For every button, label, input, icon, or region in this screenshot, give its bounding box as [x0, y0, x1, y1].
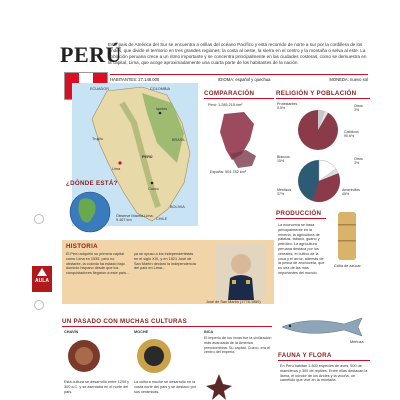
binder-hole: [34, 300, 44, 310]
map-label: BOLIVIA: [170, 205, 185, 209]
logo-mark: [37, 268, 47, 276]
globe-icon: [68, 190, 112, 234]
map-label: BRASIL: [172, 138, 186, 142]
chavin-artifact-image: [64, 336, 104, 376]
historia-heading: HISTORIA: [66, 243, 98, 250]
fauna-text: En Perú habitan 1.800 especies de aves, 500 de mamíferos y 300 de reptiles. Entre ellas destacan la llama, el cóndor de los Andes y la vicuña, un camélido que vive en la montaña.: [280, 364, 368, 383]
produccion-heading: PRODUCCIÓN: [276, 210, 322, 217]
divider: [276, 218, 326, 219]
pie2-label: Otros 3%: [354, 157, 363, 166]
location-heading: ¿DÓNDE ESTÁ?: [66, 180, 118, 187]
comparacion-heading: COMPARACIÓN: [204, 90, 255, 97]
map-label: ECUADOR: [90, 87, 109, 91]
fauna-heading: FAUNA Y FLORA: [278, 352, 332, 359]
map-label: Lima: [112, 167, 121, 171]
stat-population: HABITANTES: 27.148.000: [110, 77, 160, 82]
sugarcane-image: [328, 210, 368, 262]
map-label: Cuzco: [148, 187, 159, 191]
stat-language: IDIOMA: español y quechua: [218, 77, 271, 82]
comparison-shapes: [210, 110, 270, 170]
divider: [204, 98, 274, 99]
fish-caption: Merluza: [350, 340, 364, 344]
culture-label: INCA: [204, 330, 214, 334]
divider: [278, 360, 370, 361]
map-label: COLOMBIA: [150, 87, 171, 91]
page-title: PERÚ: [60, 42, 122, 67]
culture-label: CHAVÍN: [64, 330, 79, 334]
culture-text-moche: La cultura moche se desarrolló en la costa norte del país y se destacó por sus cerámicas.: [134, 380, 197, 394]
intro-text: Este país de América del Sur se encuentra a orillas del océano Pacífico y está recorrido de norte a sur por la cordillera de los Andes, que divide el territorio en tres grandes regiones: la costa al oeste, la sierra en el centro y la montaña o selva al este. La población peruana crece a un ritmo importante y se concentra principalmente en las ciudades costeras, como se demuestra en la capital, Lima, que acoge aproximadamente una cuarta parte de los habitantes de la nación.: [108, 42, 367, 65]
culture-text-chavin: Esta cultura se desarrolló entre 1200 y 300 a.C. y se asentaba en el norte del país.: [64, 380, 130, 394]
aula-logo: [32, 266, 52, 292]
moche-artifact-image: [134, 336, 174, 376]
culture-label: MOCHE: [134, 330, 149, 334]
pie1-label: Protestantes 5,5%: [277, 102, 298, 111]
pie1-label: Otros 3%: [354, 104, 363, 113]
produccion-text: La economía se basa principalmente en la minería, la agricultura de patatas, tabaco, guano y petróleo. La agricultura peruana destaca por los cereales, el cultivo de la coca y el arroz, además de la pesca de anchoveta, que es una de las más importantes del mundo.: [278, 223, 325, 275]
sugarcane-caption: Caña de azúcar: [334, 264, 361, 268]
cultures-heading: UN PASADO CON MUCHAS CULTURAS: [62, 318, 187, 325]
pie2-label: Amerindios 45%: [342, 188, 360, 197]
map-label: PERÚ: [142, 155, 153, 159]
pie1-label: Católicos 90,6%: [344, 130, 359, 139]
divider: [62, 326, 272, 327]
spain-area: España: 504.782 km²: [210, 170, 247, 174]
culture-text-inca: El imperio de los incas fue la civilización más avanzada de la América precolombina. Su capital, Cuzco, era el centro del imperio.: [204, 336, 272, 355]
logo-text: AULA: [35, 278, 49, 284]
divider: [276, 98, 370, 99]
map-label: Iquitos: [156, 107, 168, 111]
historia-col2: ya se opuso a los independentistas en el siglo XIX, y en 1821 José de San Martín declaró la independencia del país en Lima...: [134, 252, 196, 271]
religion-pie-chart: [296, 108, 340, 152]
religion-heading: RELIGIÓN Y POBLACIÓN: [276, 90, 357, 97]
population-pie-chart: [296, 158, 342, 204]
peru-area: Perú: 1.285.215 km²: [208, 103, 243, 107]
distance-caption: Observé Madrid-Lima: 9.467 km: [116, 214, 154, 222]
stat-currency: MONEDA: nuevo sol: [329, 77, 368, 82]
binder-hole: [34, 214, 44, 224]
fish-image: [278, 316, 368, 338]
pie2-label: Blancos 15%: [277, 155, 290, 164]
historia-col1: El Perú adquirió su primera capital como Lima en 1535, pero no obstante, la colonia ha estado bajo dominio hispano desde que los conquistadores llegaron a este país...: [66, 252, 130, 276]
portrait-caption: José de San Martín (1778-1850): [206, 300, 261, 304]
map-label: CHILE: [156, 217, 168, 221]
pie2-label: Mestizos 37%: [277, 188, 292, 197]
map-label: Trujillo: [92, 137, 104, 141]
inca-artifact-image: [204, 372, 234, 400]
san-martin-portrait: [216, 244, 266, 300]
